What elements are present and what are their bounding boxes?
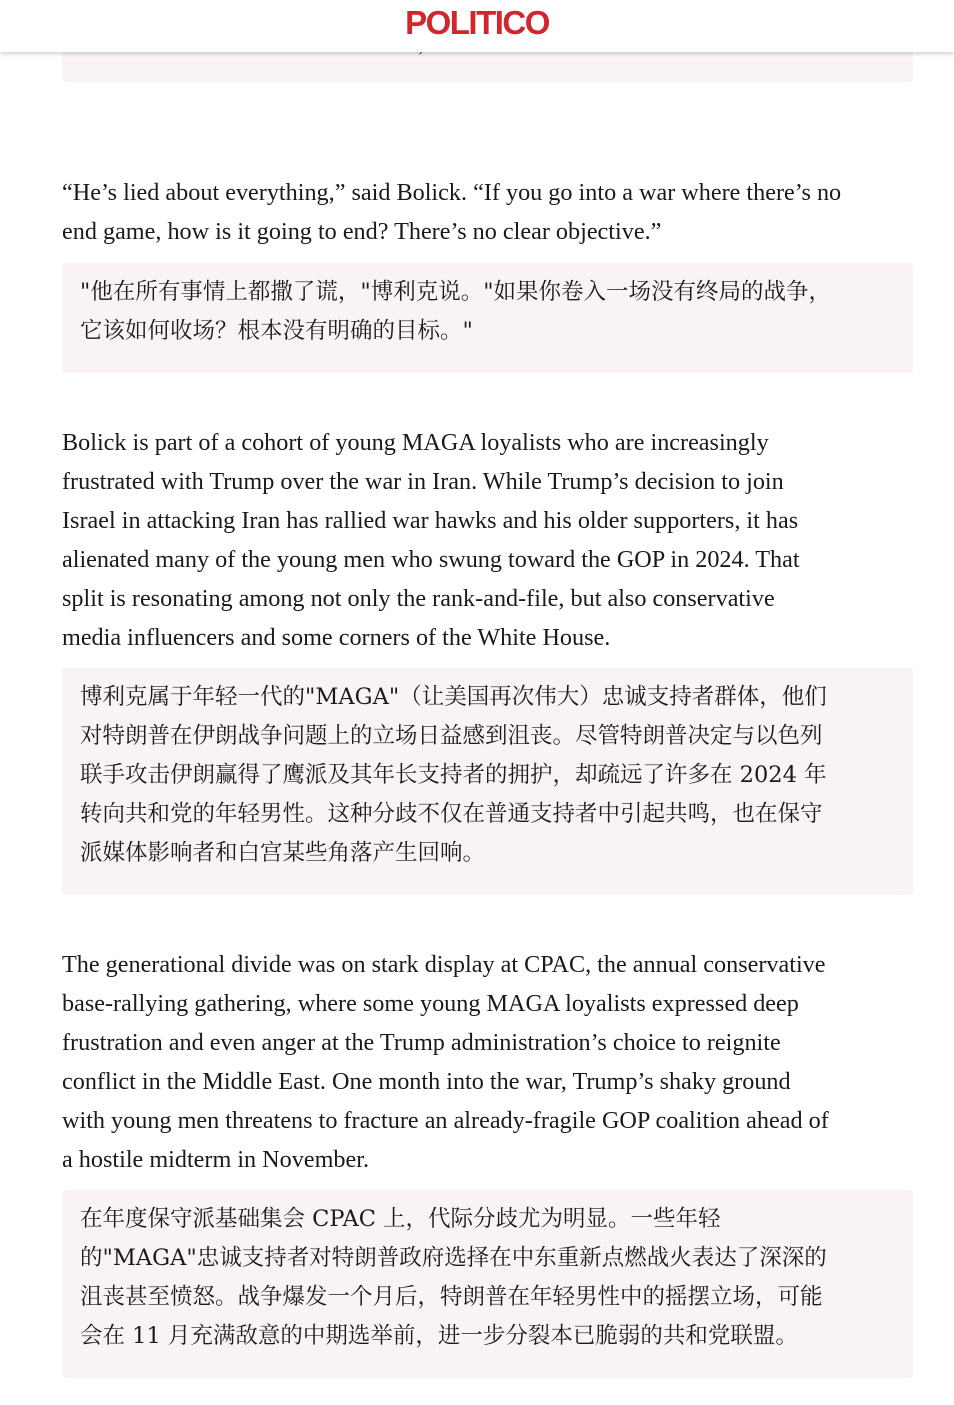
article-paragraph: “He’s lied about everything,” said Bolick. “If you go into a war where there’s no end game, how is it going to end? There’s no clear objective.” (62, 179, 842, 245)
article-paragraph: Bolick is part of a cohort of young MAGA loyalists who are increasingly frustrated with Trump over the war in Iran. While Trump’s decision to join Israel in attacking Iran has rallied war hawks and his older supporters, it has alienated many of the young men who swung toward the GOP in 2024. That split is resonating among not only the rank-and-file, but also conservative media influencers and some corners of the White House. (62, 429, 800, 651)
translation-block: "他在所有事情上都撒了谎，"博利克说。"如果你卷入一场没有终局的战争， 它该如何收场？根本没有明确的目标。" (62, 263, 913, 373)
article-paragraph: The generational divide was on stark display at CPAC, the annual conservative base-rallying gathering, where some young MAGA loyalists expressed deep frustration and even anger at the Trump administration’s choice to reignite conflict in the Middle East. One month into the war, Trump’s shaky ground with young men threatens to fracture an already-fragile GOP coalition ahead of a hostile midterm in November. (62, 951, 829, 1173)
politico-logo[interactable]: POLITICO (405, 3, 549, 41)
site-header (0, 0, 954, 52)
translation-block: 博利克属于年轻一代的"MAGA"（让美国再次伟大）忠诚支持者群体，他们 对特朗普在伊朗战争问题上的立场日益感到沮丧。尽管特朗普决定与以色列 联手攻击伊朗赢得了鹰派及其年长支持者的拥护，却疏远了许多在 2024 年 转向共和党的年轻男性。这种分歧不仅在普通支持者中引起共鸣，也在保守 派媒体影响者和白宫某些角落产生回响。 (62, 668, 913, 895)
translation-block: 在年度保守派基础集会 CPAC 上，代际分歧尤为明显。一些年轻 的"MAGA"忠诚支持者对特朗普政府选择在中东重新点燃战火表达了深深的 沮丧甚至愤怒。战争爆发一个月后，特朗普在年轻男性中的摇摆立场，可能 会在 11 月充满敌意的中期选举前，进一步分裂本已脆弱的共和党联盟。 (62, 1190, 913, 1378)
